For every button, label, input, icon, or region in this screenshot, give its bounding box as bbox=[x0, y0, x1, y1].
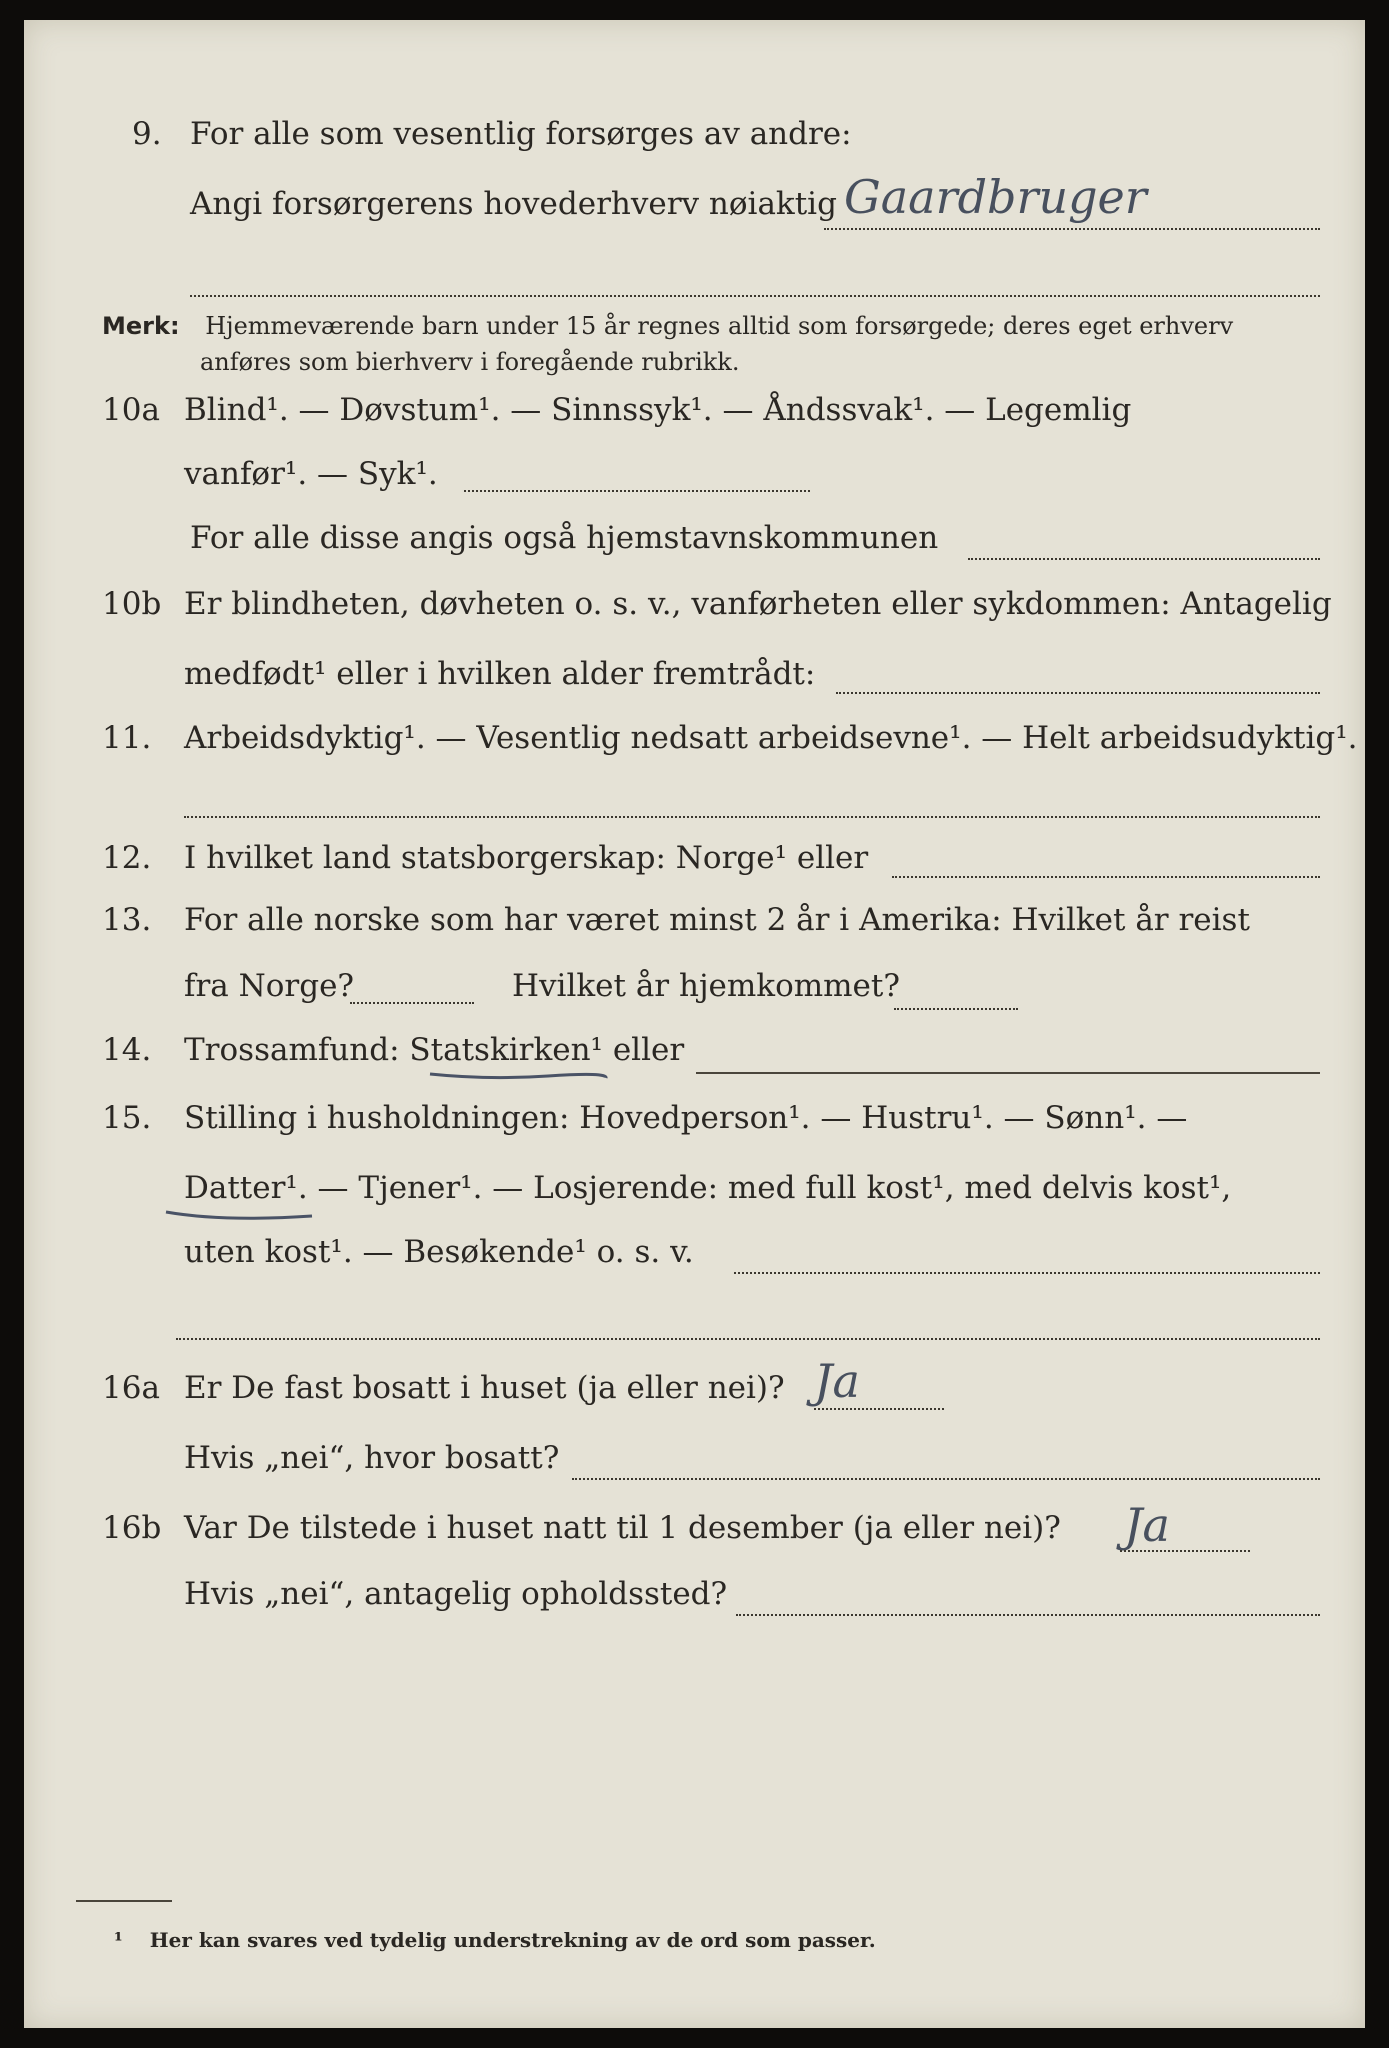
q16a-number: 16a bbox=[102, 1370, 160, 1406]
q15-line-2: Datter¹. — Tjener¹. — Losjerende: med full kost¹, med delvis kost¹, bbox=[184, 1170, 1232, 1206]
q11-number: 11. bbox=[102, 720, 152, 756]
q14-underline-mark bbox=[428, 1064, 608, 1086]
q16b-answer-line bbox=[1120, 1550, 1250, 1552]
q16a-handwritten-answer: Ja bbox=[814, 1354, 860, 1408]
q16b-number: 16b bbox=[102, 1510, 162, 1546]
merk-line-1: Hjemmeværende barn under 15 år regnes alltid som forsørgede; deres eget erhverv bbox=[205, 312, 1234, 340]
q14-number: 14. bbox=[102, 1032, 152, 1068]
q13-hjemkommet-line bbox=[894, 1008, 1018, 1010]
q15-underline-mark bbox=[164, 1206, 314, 1228]
merk-line-2: anføres som bierhverv i foregående rubrikk. bbox=[200, 348, 740, 376]
q15-number: 15. bbox=[102, 1100, 152, 1136]
q13-number: 13. bbox=[102, 902, 152, 938]
q10a-syk-line bbox=[464, 490, 810, 492]
q16a-line-2: Hvis „nei“, hvor bosatt? bbox=[184, 1440, 560, 1476]
q13-line-2b: Hvilket år hjemkommet? bbox=[512, 968, 900, 1004]
q13-line-2a: fra Norge? bbox=[184, 968, 355, 1004]
q16b-line-2: Hvis „nei“, antagelig opholdssted? bbox=[184, 1576, 728, 1612]
q12-line-1: I hvilket land statsborgerskap: Norge¹ eller bbox=[184, 840, 869, 876]
q14-line-1: Trossamfund: Statskirken¹ eller bbox=[184, 1032, 685, 1068]
footnote bbox=[114, 1928, 876, 1952]
q15-besokende-line bbox=[734, 1272, 1320, 1274]
footnote-text: Her kan svares ved tydelig understrekning av de ord som passer. bbox=[149, 1928, 876, 1952]
q16b-handwritten-answer: Ja bbox=[1124, 1498, 1170, 1552]
footnote-rule bbox=[76, 1900, 172, 1902]
q15-extra-line bbox=[176, 1338, 1320, 1340]
q10a-line-2: vanfør¹. — Syk¹. bbox=[184, 456, 438, 492]
footnote-mark: ¹ bbox=[114, 1928, 123, 1952]
q9-line-2: Angi forsørgerens hovederhverv nøiaktig bbox=[190, 186, 837, 222]
q16b-line-1: Var De tilstede i huset natt til 1 desember (ja eller nei)? bbox=[184, 1510, 1061, 1546]
q9-line-1: For alle som vesentlig forsørges av andre: bbox=[190, 116, 852, 152]
q15-line-1: Stilling i husholdningen: Hovedperson¹. — Hustru¹. — Sønn¹. — bbox=[184, 1100, 1188, 1136]
q10a-number: 10a bbox=[102, 392, 160, 428]
q13-line-1: For alle norske som har været minst 2 år i Amerika: Hvilket år reist bbox=[184, 902, 1250, 938]
q14-trossamfund-line bbox=[696, 1072, 1320, 1074]
q10a-hjemstavn-line bbox=[968, 558, 1320, 560]
merk-label: Merk: bbox=[102, 312, 180, 340]
q16a-bosatt-line bbox=[572, 1478, 1320, 1480]
q9-number: 9. bbox=[132, 116, 162, 152]
q16b-opholdssted-line bbox=[736, 1614, 1320, 1616]
q10a-line-3: For alle disse angis også hjemstavnskommunen bbox=[190, 520, 939, 556]
q13-reist-line bbox=[350, 1002, 474, 1004]
q9-extra-line bbox=[190, 295, 1320, 297]
q10b-alder-line bbox=[836, 692, 1320, 694]
q12-land-line bbox=[892, 876, 1320, 878]
q10a-line-1: Blind¹. — Døvstum¹. — Sinnssyk¹. — Åndssvak¹. — Legemlig bbox=[184, 392, 1132, 428]
q10b-line-2: medfødt¹ eller i hvilken alder fremtrådt: bbox=[184, 656, 816, 692]
merk-note-row-1 bbox=[102, 312, 1233, 340]
q16a-line-1: Er De fast bosatt i huset (ja eller nei)? bbox=[184, 1370, 785, 1406]
q9-handwritten-answer: Gaardbruger bbox=[844, 170, 1147, 224]
q15-line-3: uten kost¹. — Besøkende¹ o. s. v. bbox=[184, 1234, 694, 1270]
q10b-line-1: Er blindheten, døvheten o. s. v., vanførheten eller sykdommen: Antagelig bbox=[184, 586, 1332, 622]
q11-line-1: Arbeidsdyktig¹. — Vesentlig nedsatt arbeidsevne¹. — Helt arbeidsudyktig¹. bbox=[184, 720, 1358, 756]
q10b-number: 10b bbox=[102, 586, 162, 622]
census-form-page bbox=[24, 20, 1365, 2028]
q12-number: 12. bbox=[102, 840, 152, 876]
q11-line bbox=[184, 816, 1320, 818]
q16a-answer-line bbox=[814, 1408, 944, 1410]
q9-answer-line bbox=[824, 228, 1320, 230]
